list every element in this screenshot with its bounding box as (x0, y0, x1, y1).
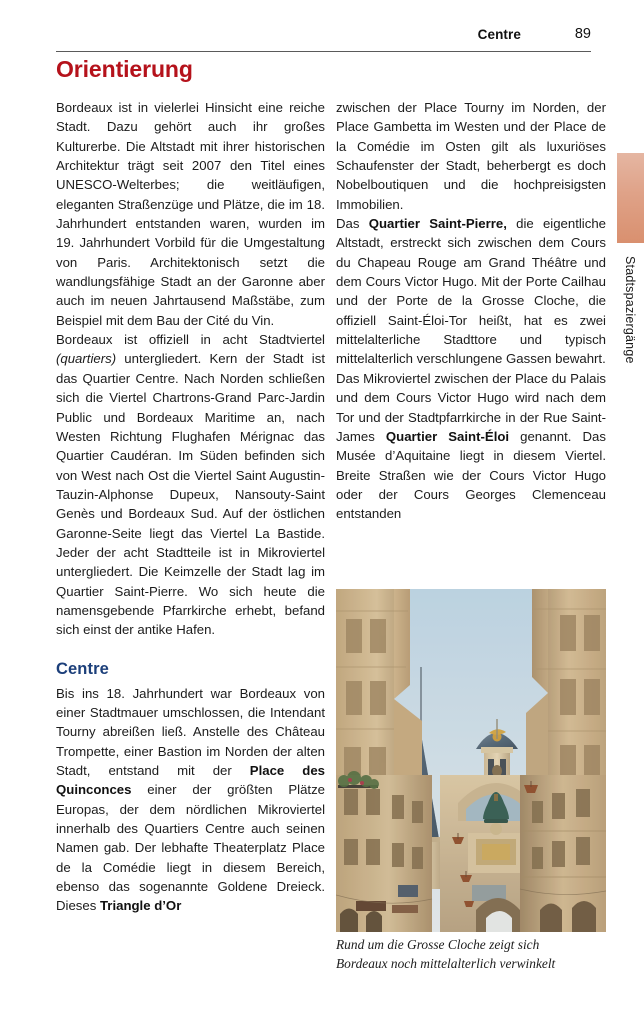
keyword-triangle-dor: Triangle d’Or (99, 898, 182, 914)
running-header-section: Centre (477, 27, 521, 42)
paragraph (56, 684, 325, 916)
running-header (56, 26, 591, 52)
chapter-thumb-tab-label: Stadtspaziergänge (623, 256, 637, 364)
paragraph-text: Bordeaux ist offiziell in acht Stadtviertel (56, 332, 325, 348)
photo-figure (336, 589, 606, 932)
paragraph-text: Bordeaux ist in vielerlei Hinsicht eine reiche Stadt. Dazu gehört auch ihr großes Kulturerbe. Die Altstadt mit ihrer historischen Architektur trägt seit 2007 den Titel eines UNESCO-Welterbes; die weitläufigen, eleganten Straßenzüge und Plätze, die im 18. Jahrhundert entstanden waren, wurden im 19. Jahrhundert Vorbild für die Umgestaltung von Paris. Architektonisch setzt die wandlungsfähige Stadt an der Garonne aber auch im neuen Jahrtausend Maßstäbe, zum Beispiel mit dem Bau der Cité du Vin. (56, 100, 325, 328)
section-heading: Orientierung (56, 56, 193, 82)
paragraph-text: einer der größten Plätze Europas, der dem nördlichen Mikroviertel innerhalb des Quartiers Centre auch seinen Namen gab. Der lebhafte Theaterplatz Place de la Comédie liegt in diesem Bereich, ebenso das sogenannte Goldene Dreieck. Dieses (56, 782, 325, 914)
keyword-quartier-saint-eloi: Quartier Saint-Éloi (385, 428, 510, 444)
paragraph (56, 330, 325, 640)
paragraph (336, 214, 606, 369)
keyword-place-des-quinconces: Place des Quinconces (56, 763, 325, 798)
paragraph (56, 98, 325, 330)
paragraph-text: untergliedert. Kern der Stadt ist das Quartier Centre. Nach Norden schließen sich die Viertel Chartrons-Grand Parc-Jardin Public und Bordeaux Maritime an, nach Westen Richtung Flughafen Mérignac das Quartier Caudéran. Im Süden befinden sich von West nach Ost die Viertel Saint Augustin-Tauzin-Alphonse Dupeux, Nansouty-Saint Genès und Bordeaux Sud. Auf der östlichen Garonne-Seite liegt das Viertel La Bastide. Jeder der acht Stadtteile ist in Mikroviertel untergliedert. Die Keimzelle der Stadt lag im Quartier Saint-Pierre. Wo sich heute die namensgebende Pfarrkirche erhebt, befand sich einst der antike Hafen. (56, 351, 325, 638)
paragraph-text: die eigentliche Altstadt, erstreckt sich zwischen dem Cours du Chapeau Rouge am Grand Théâtre und dem Cours Victor Hugo. Mit der Porte Cailhau und der Porte de la Grosse Cloche, die offiziell Saint-Éloi-Tor heißt, hat es zwei mittelalterliche Stadttore und typisch mittelalterlich verschlungene Gassen bewahrt. (336, 216, 607, 367)
grosse-cloche-street-photo (336, 589, 606, 932)
body-column-left (56, 98, 325, 916)
photo-illustration (336, 589, 606, 932)
paragraph-text: Das (336, 216, 369, 232)
page-number: 89 (574, 26, 591, 42)
photo-caption (336, 936, 608, 973)
chapter-thumb-tab (617, 153, 644, 243)
body-column-right (336, 98, 606, 524)
paragraph-text: Das Mikroviertel zwischen der Place du Palais und dem Cours Victor Hugo wird nach dem Tor und der Stadtpfarrkirche in der Rue Saint-James (336, 370, 606, 444)
paragraph-text: Bis ins 18. Jahrhundert war Bordeaux von einer Stadtmauer umschlossen, die Intendant Tourny abreißen ließ. Anstelle des Château Trompette, einer Bastion im Norden der alten Stadt, entstand mit der (56, 685, 325, 778)
keyword-quartier-saint-pierre: Quartier Saint-Pierre, (368, 216, 507, 232)
photo-caption-line-2: Bordeaux noch mittelalterlich verwinkelt (336, 955, 556, 971)
sub-heading-centre: Centre (56, 659, 109, 678)
emphasis-quartiers: (quartiers) (56, 351, 117, 367)
paragraph (336, 369, 606, 524)
paragraph-text: zwischen der Place Tourny im Norden, der Place Gambetta im Westen und der Place de la Comédie im Osten gilt als luxuriöses Schaufenster der Stadt, beherbergt es doch Nobelboutiquen und die hochpreisigsten Immobilien. (336, 100, 606, 212)
paragraph-text: genannt. Das Musée d’Aquitaine liegt in diesem Viertel. Breite Straßen wie der Cours Victor Hugo oder der Cours Georges Clemenceau entstanden (336, 428, 606, 522)
photo-caption-line-1: Rund um die Grosse Cloche zeigt sich (336, 937, 540, 952)
paragraph (336, 98, 606, 214)
